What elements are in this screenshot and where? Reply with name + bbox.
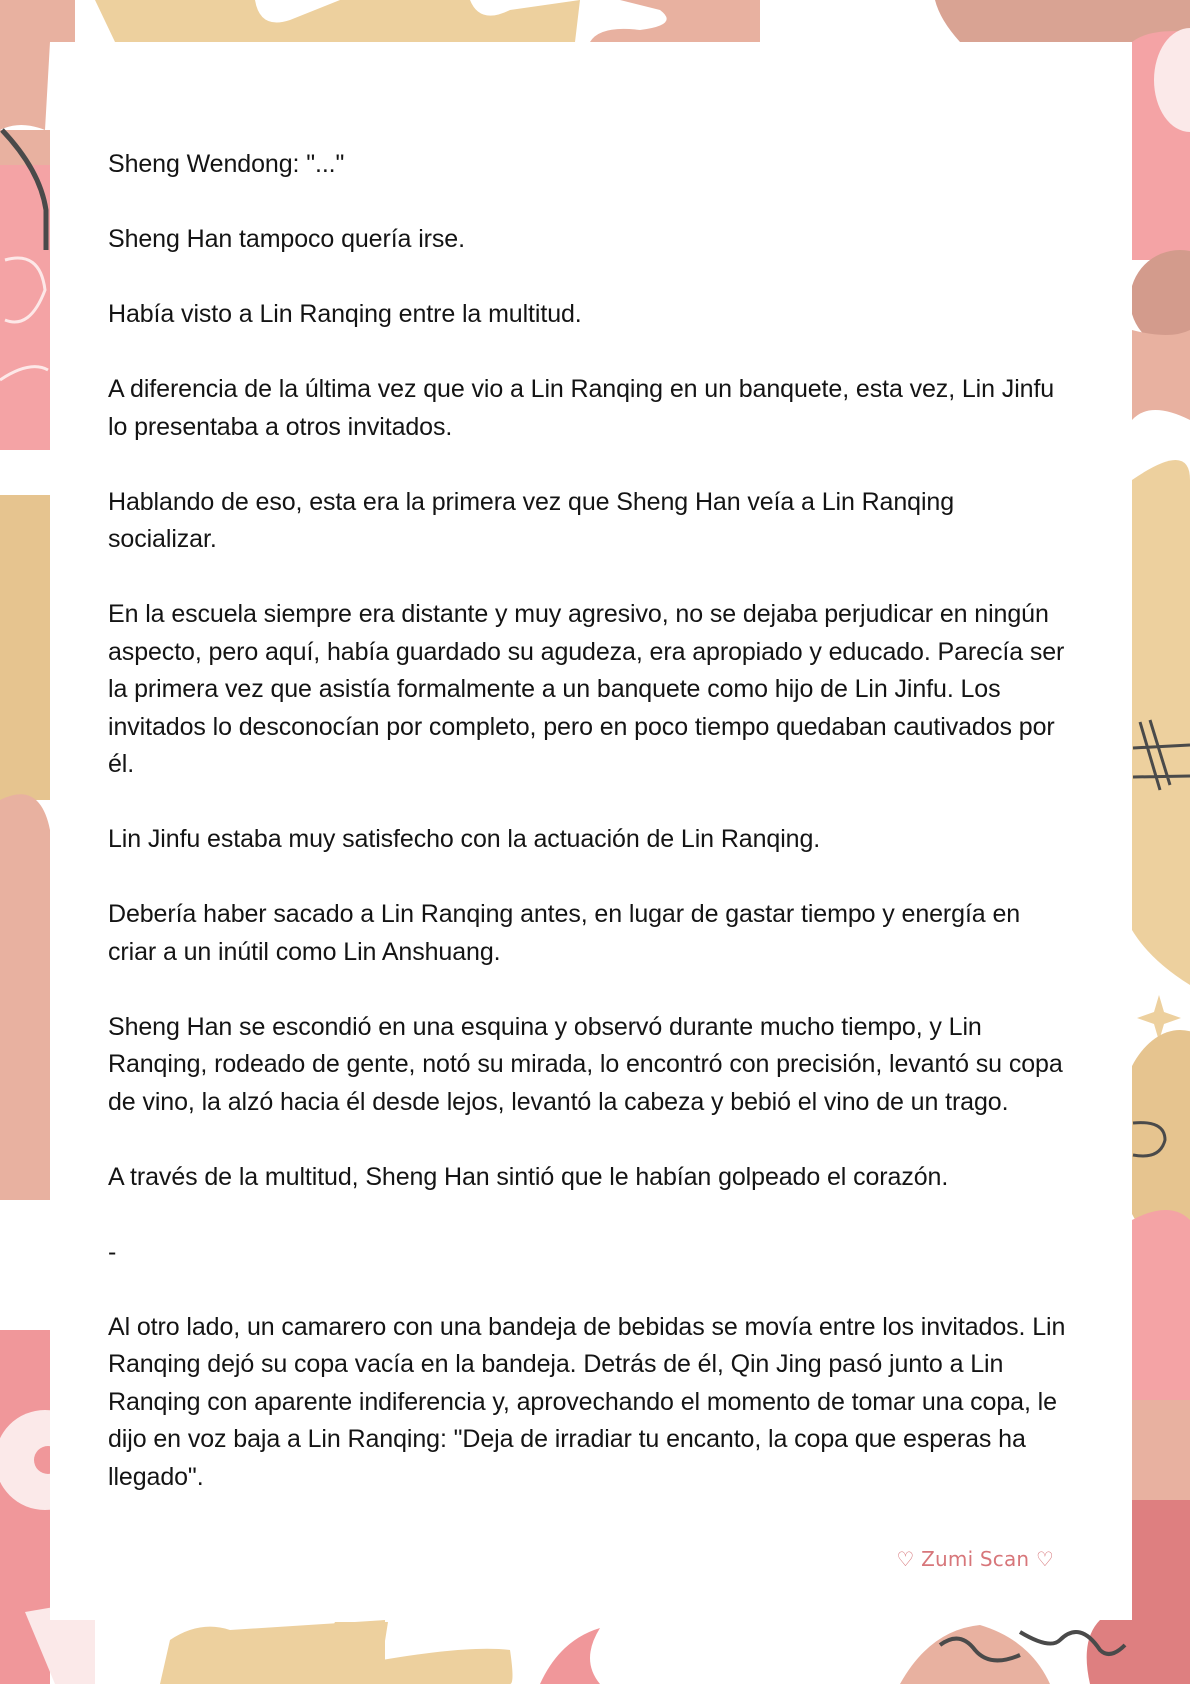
scan-credit: ♡ Zumi Scan ♡ [896,1547,1054,1571]
paragraph: Lin Jinfu estaba muy satisfecho con la actuación de Lin Ranqing. [108,825,821,853]
paragraph: Debería haber sacado a Lin Ranqing antes, en lugar de gastar tiempo y energía en criar a un inútil como Lin Anshuang. [108,900,1021,966]
pink-blob-right-lower [1132,1210,1190,1400]
sand-blob-left [0,495,50,800]
paragraph: Al otro lado, un camarero con una bandeja de bebidas se movía entre los invitados. Lin Ranqing dejó su copa vacía en la bandeja. Detrás de él, Qin Jing pasó junto a Lin Ranqing con aparente indiferencia y, aprovechando el momento de tomar una copa, le dijo en voz baja a Lin Ranqing: "Deja de irradiar tu encanto, la copa que esperas ha llegado". [108,1312,1066,1491]
scene-separator: - [108,1237,117,1266]
sand-blob-top [95,0,580,42]
paragraph: A diferencia de la última vez que vio a Lin Ranqing en un banquete, esta vez, Lin Jinfu lo presentaba a otros invitados. [108,375,1055,441]
paragraph: Hablando de eso, esta era la primera vez que Sheng Han veía a Lin Ranqing socializar. [108,487,955,553]
paragraph: A través de la multitud, Sheng Han sintió que le habían golpeado el corazón. [108,1162,949,1191]
page-card [50,42,1132,1620]
paragraph: Sheng Han se escondió en una esquina y observó durante mucho tiempo, y Lin Ranqing, rodeado de gente, notó su mirada, lo encontró con precisión, levantó su copa de vino, la alzó hacia él desde lejos, levantó la cabeza y bebió el vino de un trago. [108,1012,1063,1116]
peach-blob-right [1132,330,1190,420]
paragraph: Sheng Wendong: "..." [108,150,345,178]
pink-blob-left [0,165,50,450]
peach-blob-bottom-right [900,1625,1050,1684]
paragraph: Sheng Han tampoco quería irse. [108,225,465,253]
paragraph: En la escuela siempre era distante y muy agresivo, no se dejaba perjudicar en ningún aspecto, pero aquí, había guardado su agudeza, era apropiado y educado. Parecía ser la primera vez que asistía formalmente a un banquete como hijo de Lin Jinfu. Los invitados lo desconocían por completo, pero en poco tiempo quedaban cautivados por él. [108,600,1065,778]
document-body [108,146,1068,1534]
peach-blob-left-mid [0,794,50,1200]
peach-blob-right-lower [1132,1400,1190,1500]
peach-blob-top-mid [590,0,760,42]
pink-blob-bottom [540,1628,600,1684]
paragraph: Había visto a Lin Ranqing entre la multitud. [108,300,582,328]
sand-blob-bottom-2 [300,1622,513,1684]
